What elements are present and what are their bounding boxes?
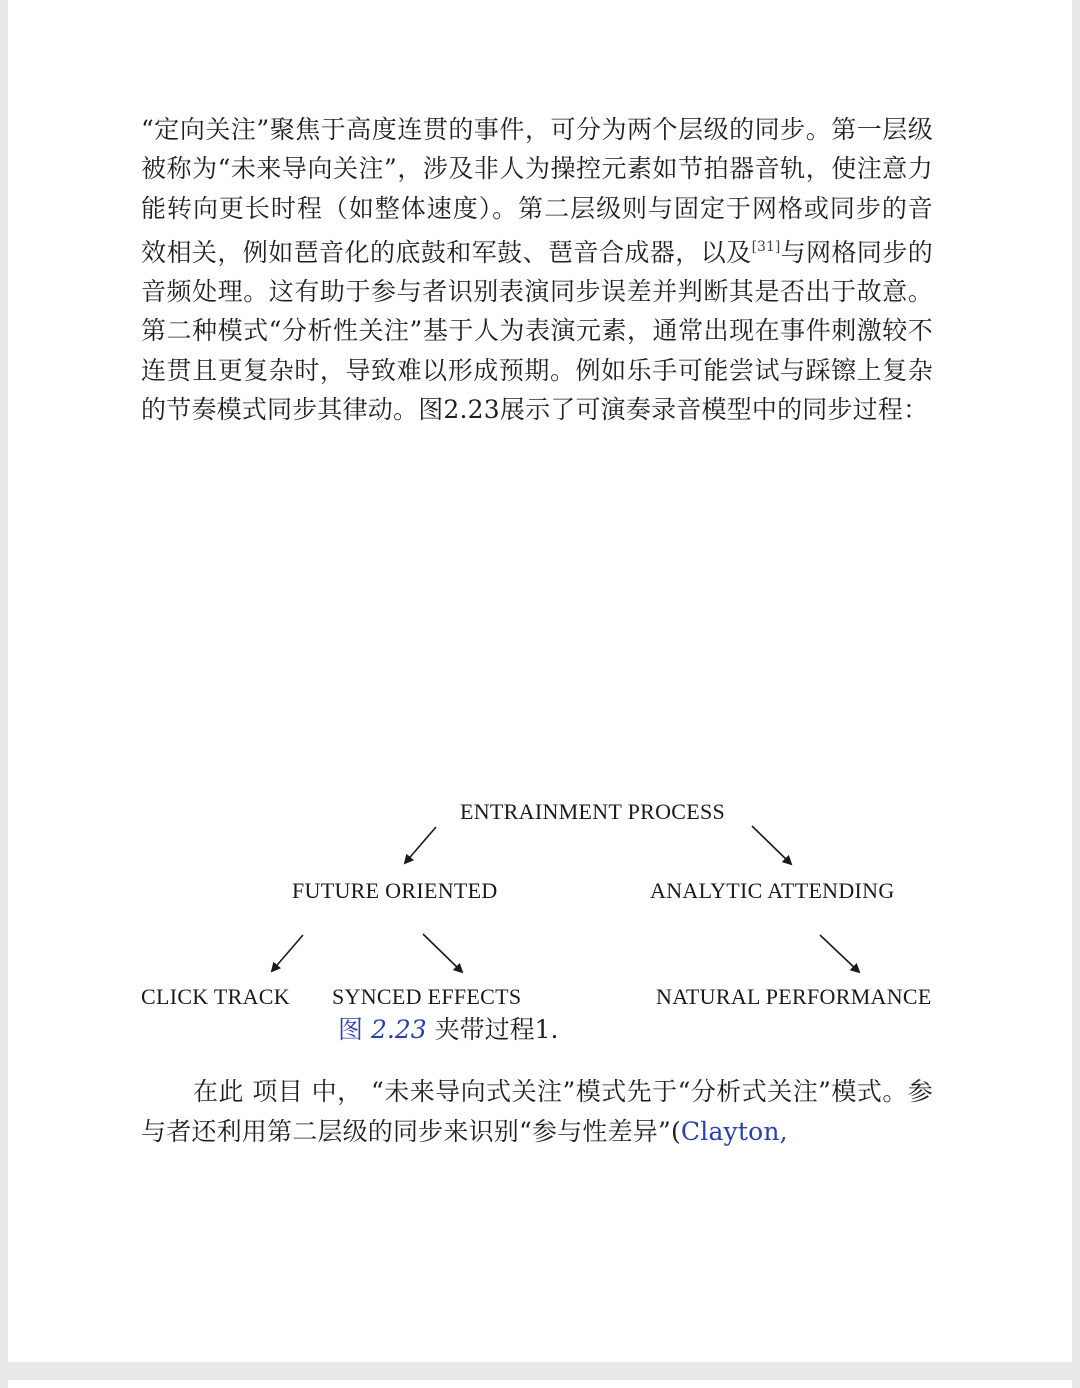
diagram-analytic-attending-label: ANALYTIC ATTENDING	[650, 878, 895, 903]
next-page-edge	[8, 1380, 1072, 1388]
figure-label: 图	[338, 1015, 364, 1044]
figure-number-link[interactable]: 2.23	[370, 1015, 427, 1044]
diagram-natural-performance-label: NATURAL PERFORMANCE	[656, 984, 932, 1009]
diagram-synced-effects-label: SYNCED EFFECTS	[332, 984, 522, 1009]
arrow-root-to-right	[752, 826, 791, 864]
arrow-right-to-natural	[820, 935, 859, 972]
figure-caption-text: 夹带过程1.	[434, 1015, 559, 1044]
paragraph-1-text-a: “定向关注”聚焦于高度连贯的事件，可分为两个层级的同步。第一层级被称为“未来导向关注”，涉及非人为操控元素如节拍器音轨，使注意力能转向更长时程（如整体速度）。第二层级则与固定于网格或同步的音效相关，例如琶音化的底鼓和军鼓、琶音合成器，以及	[141, 115, 933, 267]
arrow-left-to-synced	[423, 934, 462, 972]
body-paragraph-1	[141, 110, 933, 429]
diagram-future-oriented-label: FUTURE ORIENTED	[292, 878, 498, 903]
diagram-click-track-label: CLICK TRACK	[141, 984, 290, 1009]
reference-link[interactable]: [31]	[751, 238, 781, 255]
paragraph-1-text-b: 与网格同步的音频处理。这有助于参与者识别表演同步误差并判断其是否出于故意。第二种模式“分析性关注”基于人为表演元素，通常出现在事件刺激较不连贯且更复杂时，导致难以形成预期。例如乐手可能尝试与踩镲上复杂的节奏模式同步其律动。图2.23展示了可演奏录音模型中的同步过程：	[141, 237, 933, 425]
figure-caption	[338, 1010, 558, 1046]
paragraph-2-text: 在此 项目 中， “未来导向式关注”模式先于“分析式关注”模式。参与者还利用第二层级的同步来识别“参与性差异”(	[141, 1077, 933, 1146]
diagram-root-label: ENTRAINMENT PROCESS	[460, 799, 726, 824]
citation-link[interactable]: Clayton,	[680, 1117, 788, 1146]
arrow-root-to-left	[405, 827, 436, 863]
document-page	[8, 0, 1072, 1362]
body-paragraph-2	[141, 1072, 933, 1152]
arrow-left-to-click	[272, 935, 303, 971]
